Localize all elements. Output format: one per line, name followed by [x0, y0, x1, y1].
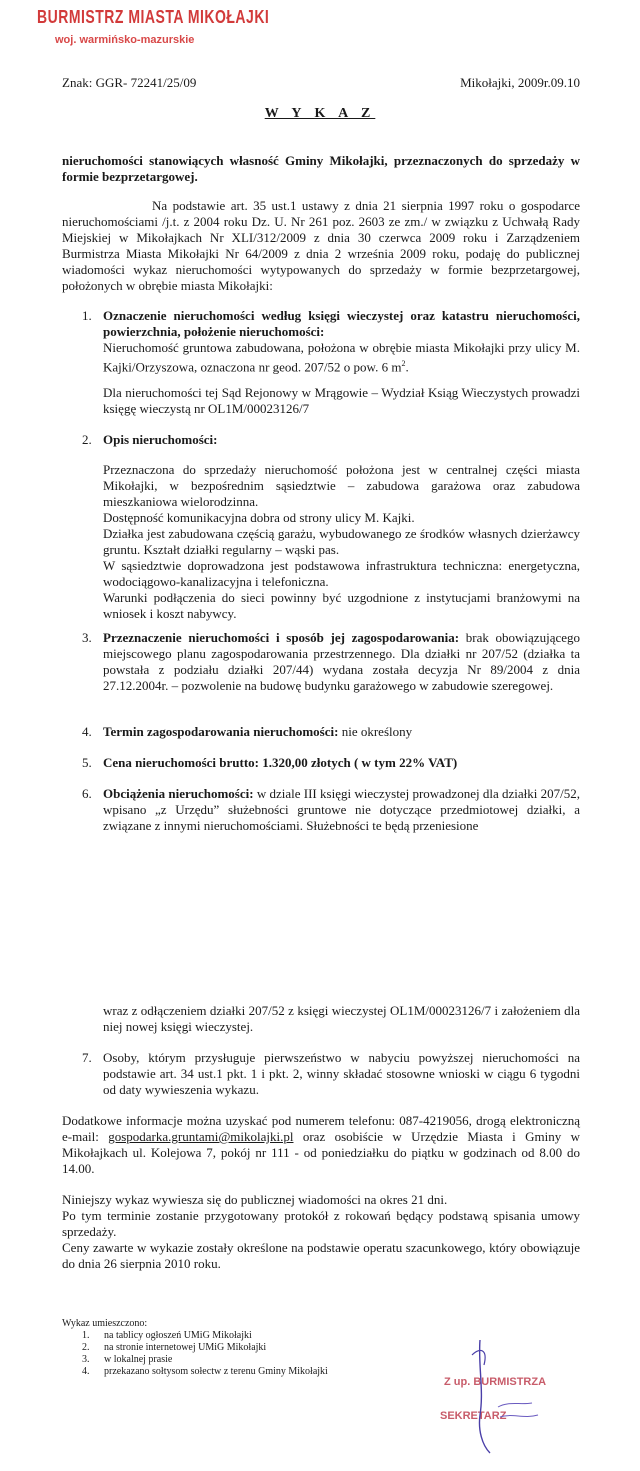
section-1-number: 1.: [82, 308, 92, 323]
handwritten-signature-icon: [450, 1335, 560, 1455]
section-7-text: Osoby, którym przysługuje pierwszeństwo w nabyciu powyższej nieruchomości na podstawie art. 34 ust.1 pkt. 1 i pkt. 2, winny składać stosowne wnioski w ciągu 6 tygodni od daty wywieszenia wykazu.: [103, 1050, 580, 1097]
closing-block: [62, 1192, 580, 1272]
section-2-number: 2.: [82, 432, 92, 447]
section-6-heading: Obciążenia nieruchomości:: [103, 786, 254, 801]
section-1-text: Nieruchomość gruntowa zabudowana, położona w obrębie miasta Mikołajki przy ulicy M. Kajki/Orzyszowa, oznaczona nr geod. 207/52 o pow. 6 m: [103, 340, 580, 375]
section-2-p4: W sąsiedztwie doprowadzona jest podstawowa infrastruktura techniczna: energetyczna, wodociągowo-kanalizacyjna i telefoniczna.: [103, 558, 580, 589]
section-1-land-register: Dla nieruchomości tej Sąd Rejonowy w Mrągowie – Wydział Ksiąg Wieczystych prowadzi księgę wieczystą nr OL1M/00023126/7: [103, 385, 580, 416]
section-4: [103, 724, 580, 740]
section-2-heading: [103, 432, 217, 448]
section-1: [103, 308, 580, 375]
posted-item-text: przekazano sołtysom sołectw z terenu Gminy Mikołajki: [104, 1366, 328, 1377]
stamp-line-1: BURMISTRZ MIASTA MIKOŁAJKI: [37, 6, 270, 27]
section-4-heading: Termin zagospodarowania nieruchomości:: [103, 724, 339, 739]
section-3-number: 3.: [82, 630, 92, 645]
section-7-number: 7.: [82, 1050, 92, 1065]
section-6-text: w dziale III księgi wieczystej prowadzonej dla działki 207/52, wpisano „z Urzędu” służebności gruntowe nie dotyczące przedmiotowej działki, a związane z innymi nieruchomościami. Służebności te będą przeniesione: [103, 786, 580, 833]
contact-info-text-end: oraz osobiście w Urzędzie Miasta i Gminy w Mikołajkach ul. Kolejowa 7, pokój nr 111 - od poniedziałku do piątku w godzinach od 8.00 do 14.00.: [62, 1129, 580, 1176]
section-2-p2: Dostępność komunikacyjna dobra od strony ulicy M. Kajki.: [103, 510, 415, 525]
posted-item-num: 3.: [82, 1354, 90, 1365]
contact-info: [62, 1113, 580, 1177]
posted-item: [82, 1366, 328, 1378]
closing-p1: Niniejszy wykaz wywiesza się do publicznej wiadomości na okres 21 dni.: [62, 1192, 448, 1207]
stamp-line-2: woj. warmińsko-mazurskie: [55, 34, 195, 46]
section-4-text: nie określony: [338, 724, 413, 739]
posted-item-text: na tablicy ogłoszeń UMiG Mikołajki: [104, 1330, 252, 1341]
price-heading: Cena nieruchomości brutto: 1.320,00 złotych ( w tym 22% VAT): [103, 755, 458, 770]
section-2-p3: Działka jest zabudowana częścią garażu, wybudowanego ze środków własnych dzierżawcy gruntu. Kształt działki regularny – wąski pas.: [103, 526, 580, 557]
section-3-text: brak obowiązującego miejscowego planu zagospodarowania przestrzennego. Dla działki nr 207/52 (działka ta powstała z podziału działki 207/44) wydana została decyzja Nr 89/2004 z dnia 27.12.2004r. – pozwolenie na budowę budynku garażowego w zabudowie szeregowej.: [103, 630, 581, 693]
document-subtitle: nieruchomości stanowiących własność Gminy Mikołajki, przeznaczonych do sprzedaży w formie bezprzetargowej.: [62, 153, 580, 184]
closing-p3: Ceny zawarte w wykazie zostały określone na podstawie operatu szacunkowego, który obowiązuje do dnia 26 sierpnia 2010 roku.: [62, 1240, 580, 1271]
signature-stamp-line-2: SEKRETARZ: [440, 1410, 507, 1422]
section-2-body: [103, 462, 580, 622]
area-unit-superscript: 2: [401, 359, 406, 368]
section-2-p1: Przeznaczona do sprzedaży nieruchomość położona jest w centralnej części miasta Mikołajki, w bezpośrednim sąsiedztwie – zabudowa garażowa oraz zabudowa mieszkaniowa wielorodzinna.: [103, 462, 580, 509]
intro-paragraph: Na podstawie art. 35 ust.1 ustawy z dnia 21 sierpnia 1997 roku o gospodarce nieruchomościami /j.t. z 2004 roku Dz. U. Nr 261 poz. 2603 ze zm./ w związku z Uchwałą Rady Miejskiej w Mikołajkach Nr XLI/312/2009 z dnia 30 czerwca 2009 roku i Zarządzeniem Burmistrza Miasta Mikołajki Nr 64/2009 z dnia 2 września 2009 roku, podaję do publicznej wiadomości wykaz nieruchomości wytypowanych do sprzedaży w formie bezprzetargowej, położonych w obrębie miasta Mikołajki:: [62, 198, 580, 293]
signature-stamp-line-1: Z up. BURMISTRZA: [444, 1376, 547, 1388]
contact-info-text: Dodatkowe informacje można uzyskać pod numerem telefonu: 087-4219056, drogą elektroniczną e-mail:: [62, 1113, 580, 1144]
section-3-heading: Przeznaczenie nieruchomości i sposób jej zagospodarowania:: [103, 630, 460, 645]
section-6-number: 6.: [82, 786, 92, 801]
place-and-date: Mikołajki, 2009r.09.10: [460, 75, 580, 90]
posted-list: [82, 1330, 328, 1378]
section-5: [103, 755, 580, 771]
posted-item-num: 4.: [82, 1366, 90, 1377]
closing-p2: Po tym terminie zostanie przygotowany protokół z rokowań będący podstawą spisania umowy sprzedaży.: [62, 1208, 580, 1239]
section-6: [103, 786, 580, 834]
posted-item: [82, 1330, 328, 1342]
posted-item: [82, 1354, 328, 1366]
page-break-gap: [0, 850, 640, 990]
section-1-text-end: .: [405, 359, 409, 375]
section-6-continuation: wraz z odłączeniem działki 207/52 z księgi wieczystej OL1M/00023126/7 i założeniem dla niej nowej księgi wieczystej.: [103, 1003, 580, 1034]
email-link[interactable]: gospodarka.gruntami@mikolajki.pl: [108, 1129, 294, 1144]
section-3: [103, 630, 580, 694]
section-5-number: 5.: [82, 755, 92, 770]
section-1-heading: Oznaczenie nieruchomości według księgi wieczystej oraz katastru nieruchomości, powierzchnia, położenie nieruchomości:: [103, 308, 580, 339]
posted-item: [82, 1342, 328, 1354]
reference-number: Znak: GGR- 72241/25/09: [62, 75, 197, 90]
section-2-p5: Warunki podłączenia do sieci powinny być uzgodnione z instytucjami branżowymi na wniosek i koszt nabywcy.: [103, 590, 580, 621]
section-2-heading-text: Opis nieruchomości:: [103, 432, 218, 447]
posted-title: Wykaz umieszczono:: [62, 1318, 148, 1329]
posted-item-text: w lokalnej prasie: [104, 1354, 173, 1365]
posted-item-num: 1.: [82, 1330, 90, 1341]
document-title: W Y K A Z: [264, 106, 376, 121]
posted-item-text: na stronie internetowej UMiG Mikołajki: [104, 1342, 267, 1353]
section-4-number: 4.: [82, 724, 92, 739]
posted-item-num: 2.: [82, 1342, 90, 1353]
